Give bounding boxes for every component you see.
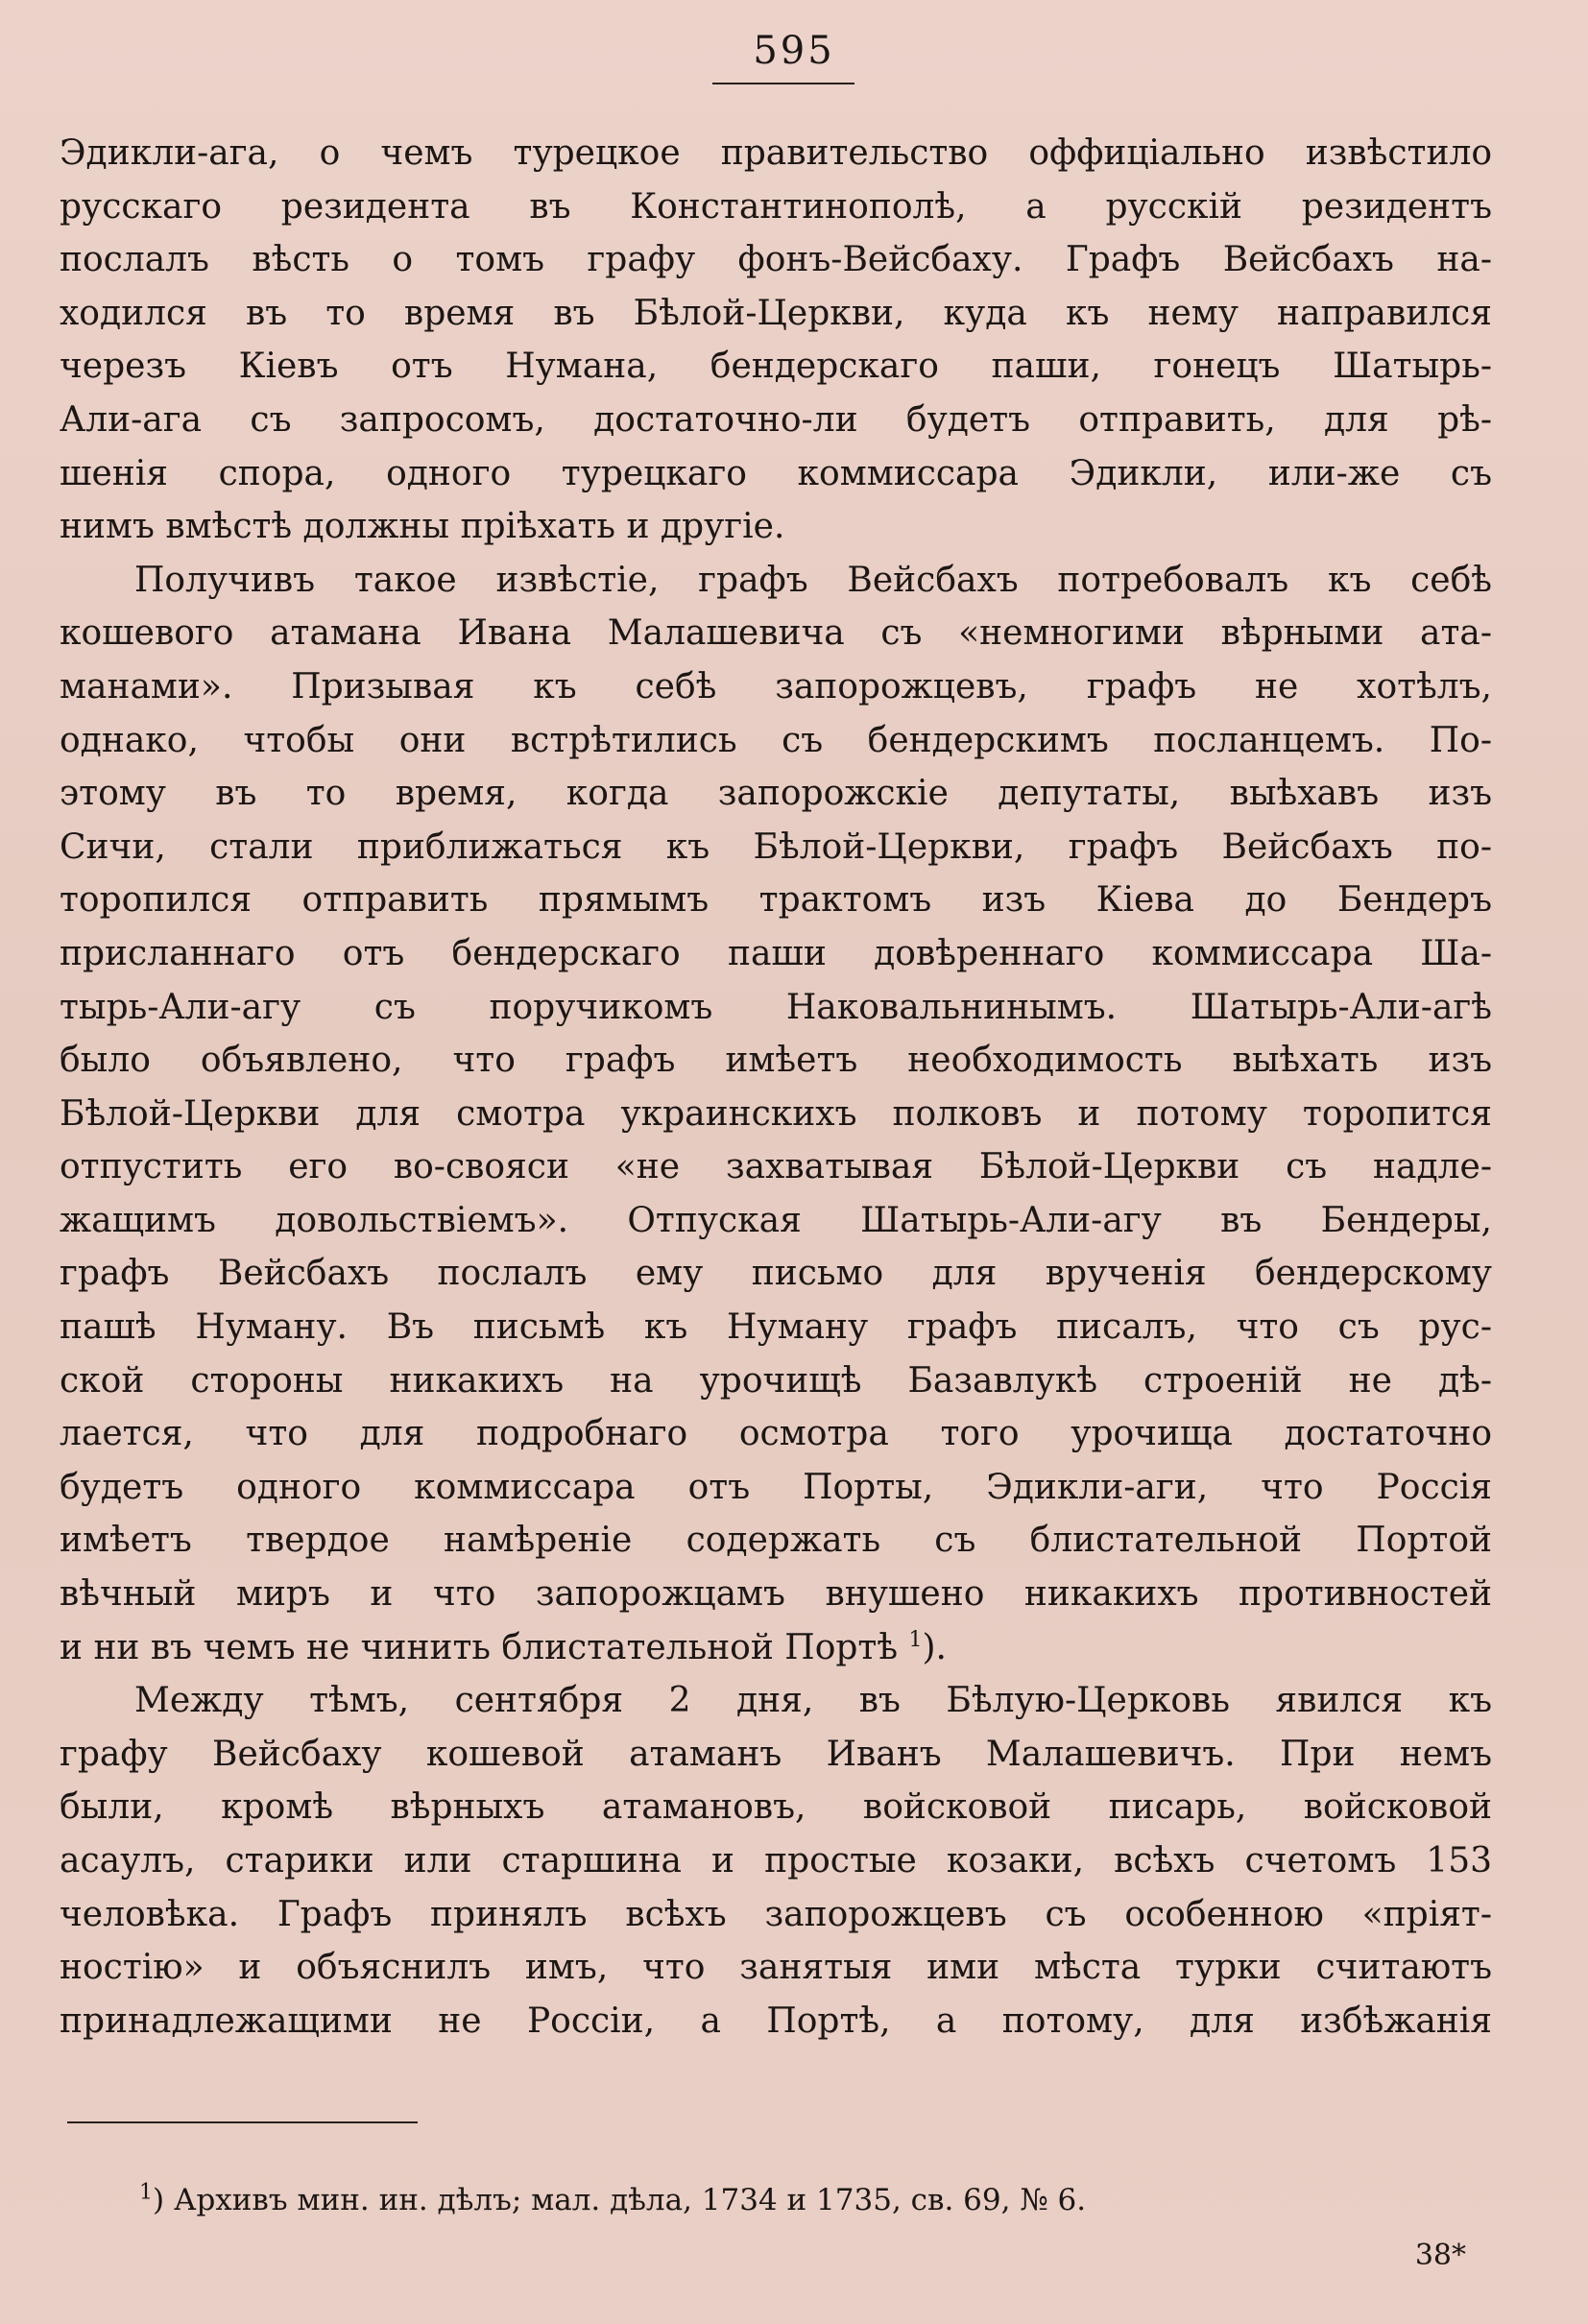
footnote-ref[interactable]: 1 [908, 1627, 923, 1652]
text-line: нимъ вмѣстѣ должны пріѣхать и другіе. [60, 507, 785, 547]
text-line: Бѣлой-Церкви для смотра украинскихъ полковъ и потому торопится [60, 1093, 1492, 1134]
text-line-with-footnote-ref [60, 1621, 1492, 1675]
text-line: однако, чтобы они встрѣтились съ бендерскимъ посланцемъ. По- [60, 720, 1492, 760]
text-line: тырь-Али-агу съ поручикомъ Наковальнинымъ. Шатырь-Али-агѣ [60, 987, 1492, 1027]
header-rule [712, 83, 854, 84]
text-line: графу Вейсбаху кошевой атаманъ Иванъ Малашевичъ. При немъ [60, 1734, 1492, 1774]
page-number: 595 [753, 29, 835, 73]
text-line: и ни въ чемъ не чинить блистательной Портѣ [60, 1627, 899, 1667]
text-line: были, кромѣ вѣрныхъ атамановъ, войсковой писарь, войсковой [60, 1787, 1492, 1828]
text-line: Между тѣмъ, сентября 2 дня, въ Бѣлую-Церковь явился къ [134, 1681, 1492, 1721]
text-line: ностію» и объяснилъ имъ, что занятыя ими мѣста турки считаютъ [60, 1948, 1492, 1988]
text-line: шенія спора, одного турецкаго коммиссара Эдикли, или-же съ [60, 453, 1492, 493]
text-line: торопился отправить прямымъ трактомъ изъ Кіева до Бендеръ [60, 880, 1492, 921]
footnote-marker: 1 [139, 2180, 153, 2205]
text-line: русскаго резидента въ Константинополѣ, а русскій резидентъ [60, 186, 1492, 227]
text-line: принадлежащими не Россіи, а Портѣ, а потому, для избѣжанія [60, 2001, 1492, 2041]
text-line: жащимъ довольствіемъ». Отпуская Шатырь-Али-агу въ Бендеры, [60, 1200, 1492, 1240]
text-line: этому въ то время, когда запорожскіе депутаты, выѣхавъ изъ [60, 774, 1492, 814]
text-line: человѣка. Графъ принялъ всѣхъ запорожцевъ съ особенною «пріят- [60, 1894, 1492, 1934]
text-line: ходился въ то время въ Бѣлой-Церкви, куда къ нему направился [60, 293, 1492, 333]
text-line: манами». Призывая къ себѣ запорожцевъ, графъ не хотѣлъ, [60, 666, 1492, 707]
footnote [139, 2180, 1087, 2217]
text-line: Эдикли-ага, о чемъ турецкое правительство оффиціально извѣстило [60, 133, 1492, 173]
footnote-text: Архивъ мин. ин. дѣлъ; мал. дѣла, 1734 и 1735, св. 69, № 6. [164, 2183, 1087, 2217]
text-line: послалъ вѣсть о томъ графу фонъ-Вейсбаху. Графъ Вейсбахъ на- [60, 240, 1492, 280]
text-line: графъ Вейсбахъ послалъ ему письмо для врученія бендерскому [60, 1254, 1492, 1294]
text-line: Сичи, стали приближаться къ Бѣлой-Церкви, графъ Вейсбахъ по- [60, 827, 1492, 867]
text-line: имѣетъ твердое намѣреніе содержать съ блистательной Портой [60, 1521, 1492, 1561]
text-line: вѣчный миръ и что запорожцамъ внушено никакихъ противностей [60, 1574, 1492, 1615]
text-line: кошевого атамана Ивана Малашевича съ «немногими вѣрными ата- [60, 613, 1492, 654]
text-line: будетъ одного коммиссара отъ Порты, Эдикли-аги, что Россія [60, 1467, 1492, 1507]
text-line: лается, что для подробнаго осмотра того урочища достаточно [60, 1414, 1492, 1454]
text-line: было объявлено, что графъ имѣетъ необходимость выѣхать изъ [60, 1041, 1492, 1081]
text-line: Получивъ такое извѣстіе, графъ Вейсбахъ потребовалъ къ себѣ [134, 560, 1492, 600]
text-line: черезъ Кіевъ отъ Нумана, бендерскаго паши, гонецъ Шатырь- [60, 347, 1492, 387]
body-text [60, 127, 1492, 2048]
text-line: пашѣ Нуману. Въ письмѣ къ Нуману графъ писалъ, что съ рус- [60, 1307, 1492, 1348]
footnote-marker-close: ) [153, 2183, 165, 2217]
text-line: присланнаго отъ бендерскаго паши довѣреннаго коммиссара Ша- [60, 933, 1492, 973]
footnote-ref-close: ). [922, 1627, 947, 1667]
sheet-signature: 38* [1414, 2239, 1466, 2272]
text-line: асаулъ, старики или старшина и простые козаки, всѣхъ счетомъ 153 [60, 1841, 1492, 1881]
text-line: ской стороны никакихъ на урочищѣ Базавлукѣ строеній не дѣ- [60, 1360, 1492, 1401]
text-line: отпустить его во-свояси «не захватывая Бѣлой-Церкви съ надле- [60, 1147, 1492, 1187]
text-line: Али-ага съ запросомъ, достаточно-ли будетъ отправить, для рѣ- [60, 399, 1492, 440]
footnote-rule [67, 2121, 418, 2123]
